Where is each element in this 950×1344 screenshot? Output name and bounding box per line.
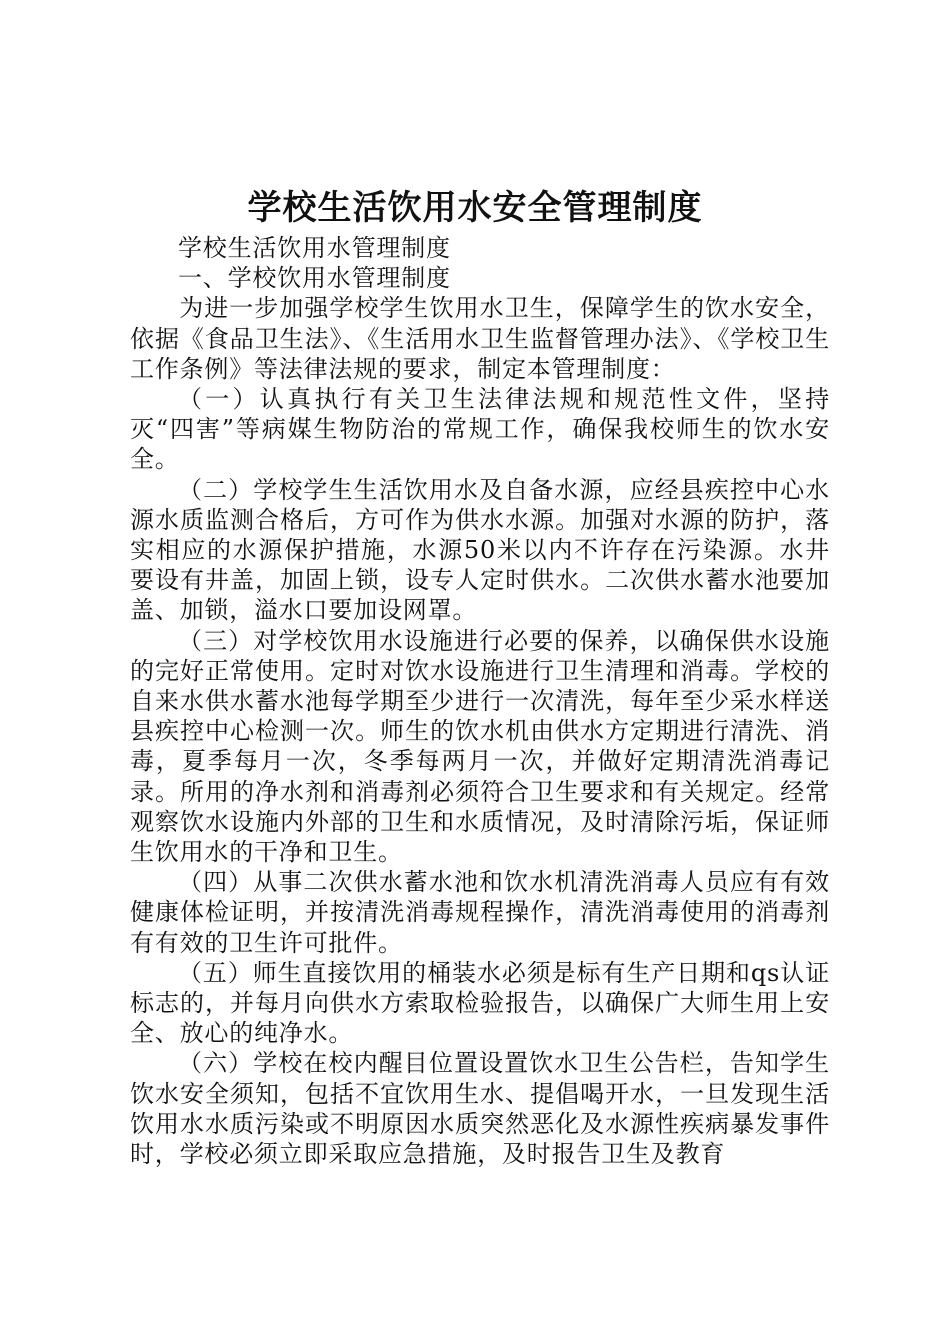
rule-paragraph-6: （六）学校在校内醒目位置设置饮水卫生公告栏，告知学生饮水安全须知，包括不宜饮用生水、提倡喝开水，一旦发现生活饮用水水质污染或不明原因水质突然恶化及水源性疾病暴发事件时，学校必须立即采取应急措施，及时报告卫生及教育 <box>130 1049 830 1169</box>
document-title: 学校生活饮用水安全管理制度 <box>247 188 703 228</box>
rule-paragraph-3: （三）对学校饮用水设施进行必要的保养，以确保供水设施的完好正常使用。定时对饮水设施进行卫生清理和消毒。学校的自来水供水蓄水池每学期至少进行一次清洗，每年至少采水样送县疾控中心检测一次。师生的饮水机由供水方定期进行清洗、消毒，夏季每月一次，冬季每两月一次，并做好定期清洗消毒记录。所用的净水剂和消毒剂必须符合卫生要求和有关规定。经常观察饮水设施内外部的卫生和水质情况，及时清除污垢，保证师生饮用水的干净和卫生。 <box>130 626 830 867</box>
document-body <box>130 233 830 1169</box>
intro-paragraph: 为进一步加强学校学生饮用水卫生，保障学生的饮水安全，依据《食品卫生法》、《生活用水卫生监督管理办法》、《学校卫生工作条例》等法律法规的要求，制定本管理制度： <box>130 294 830 383</box>
rule-paragraph-1: （一）认真执行有关卫生法律法规和规范性文件，坚持灭“四害”等病媒生物防治的常规工作，确保我校师生的饮水安全。 <box>130 385 830 474</box>
rule-paragraph-4: （四）从事二次供水蓄水池和饮水机清洗消毒人员应有有效健康体检证明，并按清洗消毒规程操作，清洗消毒使用的消毒剂有有效的卫生许可批件。 <box>130 868 830 957</box>
rule-paragraph-5: （五）师生直接饮用的桶装水必须是标有生产日期和qs认证标志的，并每月向供水方索取检验报告，以确保广大师生用上安全、放心的纯净水。 <box>130 958 830 1048</box>
subtitle-paragraph: 学校生活饮用水管理制度 <box>178 234 451 262</box>
rule-paragraph-2: （二）学校学生生活饮用水及自备水源，应经县疾控中心水源水质监测合格后，方可作为供水水源。加强对水源的防护，落实相应的水源保护措施，水源50米以内不许存在污染源。水井要设有井盖，加固上锁，设专人定时供水。二次供水蓄水池要加盖、加锁，溢水口要加设网罩。 <box>130 475 830 625</box>
section-heading: 一、学校饮用水管理制度 <box>178 264 451 293</box>
